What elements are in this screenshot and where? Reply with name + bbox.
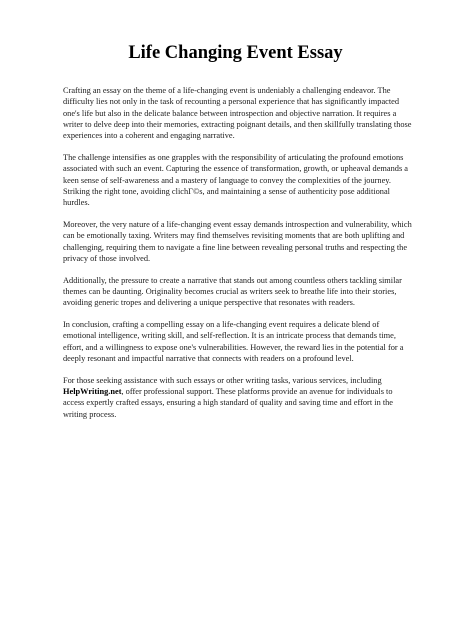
paragraph-conclusion: In conclusion, crafting a compelling essay on a life-changing event requires a delicate blend of emotional intelligence, writing skill, and self-reflection. It is an intricate process that demands time, effort, and a willingness to expose one's vulnerabilities. However, the reward lies in the potential for a deeply resonant and impactful narrative that connects with readers on a profound level. [63, 320, 404, 363]
paragraph-originality: Additionally, the pressure to create a narrative that stands out among countless others tackling similar themes can be daunting. Originality becomes crucial as writers seek to breathe life into their stories, avoiding generic tropes and delivering a unique perspective that resonates with readers. [63, 275, 402, 308]
paragraph-vulnerability: Moreover, the very nature of a life-changing event essay demands introspection and vulnerability, which can be emotionally taxing. Writers may find themselves revisiting moments that are both uplifting and challenging, requiring them to navigate a fine line between revealing personal truths and respecting the privacy of those involved. [63, 219, 412, 263]
page-title: Life Changing Event Essay [128, 43, 343, 63]
closing-text-after: , offer professional support. These platforms provide an avenue for individuals to access expertly crafted essays, ensuring a high standard of quality and saving time and effort in the writing process. [63, 387, 394, 419]
paragraph-intro: Crafting an essay on the theme of a life-changing event is undeniably a challenging endeavor. The difficulty lies not only in the task of recounting a personal experience that has significantly impacted one's life but also in the delicate balance between introspection and objective narration. It requires a writer to delve deep into their memories, extracting poignant details, and then skillfully translating those experiences into a coherent and engaging narrative. [63, 86, 412, 141]
paragraph-closing [63, 375, 413, 420]
closing-text-before: For those seeking assistance with such essays or other writing tasks, various services, including [63, 375, 382, 385]
paragraph-challenge: The challenge intensifies as one grapples with the responsibility of articulating the profound emotions associated with such an event. Capturing the essence of transformation, growth, or upheaval demands a keen sense of self-awareness and a mastery of language to convey the complexities of the journey. Striking the right tone, avoiding clichГ©s, and maintaining a sense of authenticity pose additional hurdles. [63, 152, 409, 208]
helpwriting-link[interactable]: HelpWriting.net [63, 387, 122, 397]
